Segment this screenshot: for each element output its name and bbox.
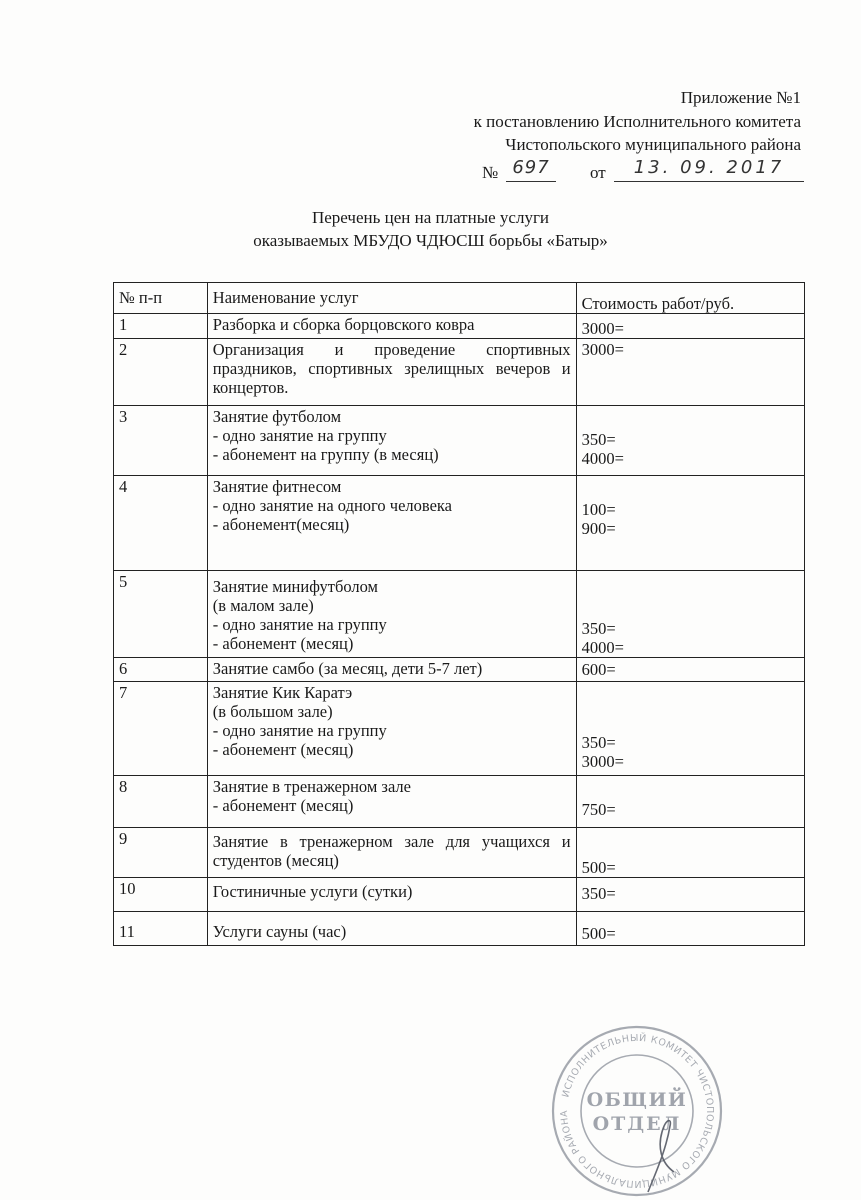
row-name: Занятие в тренажерном зале bbox=[212, 777, 411, 796]
row-num: 5 bbox=[114, 571, 208, 658]
header-num: № п-п bbox=[114, 283, 208, 314]
row-cost-1: 350= bbox=[581, 733, 616, 752]
row-cost-2: 900= bbox=[581, 519, 616, 538]
row-name: Занятие Кик Каратэ bbox=[212, 683, 353, 702]
row-name-cell bbox=[207, 476, 576, 571]
stamp-inner-ring bbox=[581, 1055, 693, 1167]
row-num: 8 bbox=[114, 776, 208, 828]
decree-number-value: 697 bbox=[506, 157, 556, 182]
table-row bbox=[114, 476, 805, 571]
row-cost-1: 350= bbox=[581, 619, 616, 638]
row-num: 3 bbox=[114, 406, 208, 476]
row-name: Разборка и сборка борцовского ковра bbox=[207, 314, 576, 339]
row-name-cell bbox=[207, 682, 576, 776]
row-num: 1 bbox=[114, 314, 208, 339]
table-row bbox=[114, 658, 805, 682]
row-cost: 3000= bbox=[576, 314, 804, 339]
row-num: 4 bbox=[114, 476, 208, 571]
row-name-cell bbox=[207, 776, 576, 828]
header-name: Наименование услуг bbox=[207, 283, 576, 314]
row-cost-2: 3000= bbox=[581, 752, 624, 771]
row-sub-1: - одно занятие на группу bbox=[212, 426, 387, 445]
document-title bbox=[0, 206, 861, 252]
table-row bbox=[114, 828, 805, 878]
row-cost: 350= bbox=[576, 878, 804, 912]
appendix-title: Приложение №1 bbox=[680, 88, 801, 107]
row-name: Занятие футболом bbox=[212, 407, 342, 426]
table-row bbox=[114, 571, 805, 658]
stamp-center-bottom: ОТДЕЛ bbox=[592, 1113, 682, 1135]
decree-number-label: № bbox=[482, 163, 499, 182]
title-line-2: оказываемых МБУДО ЧДЮСШ борьбы «Батыр» bbox=[253, 231, 608, 250]
row-cost-1: 100= bbox=[581, 500, 616, 519]
row-name-cell bbox=[207, 406, 576, 476]
row-sub-2: - абонемент на группу (в месяц) bbox=[212, 445, 439, 464]
row-name: Занятие минифутболом bbox=[212, 577, 378, 596]
row-sub-1: - одно занятие на одного человека bbox=[212, 496, 452, 515]
row-name: Услуги сауны (час) bbox=[207, 912, 576, 946]
row-num: 2 bbox=[114, 339, 208, 406]
row-cost-2: 4000= bbox=[581, 449, 624, 468]
table-row bbox=[114, 682, 805, 776]
row-cost-cell bbox=[576, 406, 804, 476]
row-note: (в малом зале) bbox=[212, 596, 314, 615]
row-cost-cell bbox=[576, 828, 804, 878]
appendix-block bbox=[474, 86, 801, 157]
row-sub-1: - одно занятие на группу bbox=[212, 721, 387, 740]
table-row bbox=[114, 314, 805, 339]
row-cost: 500= bbox=[581, 858, 616, 877]
row-cost-cell bbox=[576, 571, 804, 658]
row-name: Организация и проведение спортивных праздников, спортивных зрелищных вечеров и концертов. bbox=[207, 339, 576, 406]
row-num: 6 bbox=[114, 658, 208, 682]
stamp-center-top: ОБЩИЙ bbox=[586, 1089, 688, 1111]
row-sub-2: - абонемент(месяц) bbox=[212, 515, 350, 534]
appendix-district: Чистопольского муниципального района bbox=[505, 135, 801, 154]
row-num: 11 bbox=[114, 912, 208, 946]
table-row bbox=[114, 912, 805, 946]
row-name: Занятие самбо (за месяц, дети 5-7 лет) bbox=[207, 658, 576, 682]
table-row bbox=[114, 776, 805, 828]
row-num: 10 bbox=[114, 878, 208, 912]
row-sub-1: - одно занятие на группу bbox=[212, 615, 387, 634]
row-cost-1: 350= bbox=[581, 430, 616, 449]
table-row bbox=[114, 406, 805, 476]
row-cost-2: 4000= bbox=[581, 638, 624, 657]
row-cost-cell bbox=[576, 476, 804, 571]
row-num: 9 bbox=[114, 828, 208, 878]
stamp-ring-path-text: ИСПОЛНИТЕЛЬНЫЙ КОМИТЕТ ЧИСТОПОЛЬСКОГО МУНИЦИПАЛЬНОГО РАЙОНА bbox=[558, 1032, 716, 1190]
decree-date-label: от bbox=[590, 163, 606, 182]
row-cost: 600= bbox=[576, 658, 804, 682]
decree-number-date bbox=[482, 157, 804, 187]
row-cost-cell bbox=[576, 682, 804, 776]
stamp-outer-ring bbox=[553, 1027, 721, 1195]
office-stamp bbox=[548, 1022, 726, 1200]
row-name: Гостиничные услуги (сутки) bbox=[207, 878, 576, 912]
price-table bbox=[113, 282, 805, 946]
row-name: Занятие фитнесом bbox=[212, 477, 342, 496]
decree-date-value: 13. 09. 2017 bbox=[614, 157, 804, 182]
row-sub-1: - абонемент (месяц) bbox=[212, 796, 354, 815]
row-cost: 750= bbox=[581, 800, 616, 819]
title-line-1: Перечень цен на платные услуги bbox=[311, 208, 550, 227]
row-cost: 500= bbox=[576, 912, 804, 946]
table-row bbox=[114, 878, 805, 912]
row-num: 7 bbox=[114, 682, 208, 776]
table-header-row bbox=[114, 283, 805, 314]
row-name-cell bbox=[207, 571, 576, 658]
header-cost: Стоимость работ/руб. bbox=[576, 283, 804, 314]
row-sub-2: - абонемент (месяц) bbox=[212, 634, 354, 653]
row-sub-2: - абонемент (месяц) bbox=[212, 740, 354, 759]
appendix-decree: к постановлению Исполнительного комитета bbox=[473, 111, 801, 131]
row-note: (в большом зале) bbox=[212, 702, 333, 721]
table-row bbox=[114, 339, 805, 406]
row-cost: 3000= bbox=[576, 339, 804, 406]
row-name: Занятие в тренажерном зале для учащихся и студентов (месяц) bbox=[207, 828, 576, 878]
row-cost-cell bbox=[576, 776, 804, 828]
